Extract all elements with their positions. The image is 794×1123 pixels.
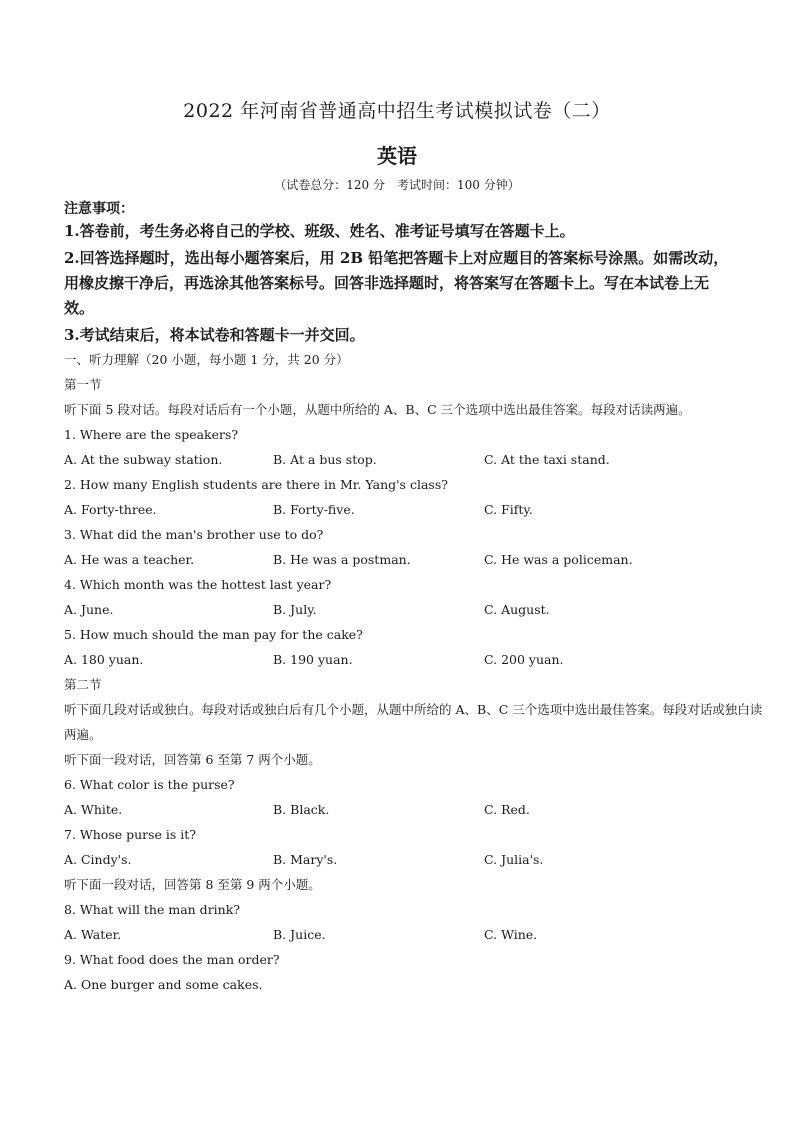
notice-heading: 注意事项： <box>64 201 134 217</box>
option-b: B. July. <box>273 602 317 617</box>
option-a: A. Water. <box>64 927 122 942</box>
question-stem: 6. What color is the purse? <box>64 777 235 792</box>
option-c: C. Fifty. <box>484 502 533 517</box>
option-b: B. Black. <box>273 802 330 817</box>
part-title: 一、听力理解（20 小题，每小题 1 分，共 20 分） <box>64 352 349 367</box>
exam-info: （试卷总分：120 分 考试时间：100 分钟） <box>274 178 520 192</box>
notice-item: 3.考试结束后，将本试卷和答题卡一并交回。 <box>64 326 365 344</box>
notice-item: 2.回答选择题时，选出每小题答案后，用 2B 铅笔把答题卡上对应题目的答案标号涂黑。如需改动，用橡皮擦干净后，再选涂其他答案标号。回答非选择题时，将答案写在答题卡上。写在本试卷上无效。 <box>64 249 729 317</box>
option-c: C. Red. <box>484 802 530 817</box>
option-b: B. 190 yuan. <box>273 652 353 667</box>
option-b: B. He was a postman. <box>273 552 411 567</box>
question-stem: 1. Where are the speakers? <box>64 427 239 442</box>
answer-options <box>64 797 764 822</box>
option-c: C. Wine. <box>484 927 538 942</box>
option-c: C. Julia's. <box>484 852 544 867</box>
option-a: A. At the subway station. <box>64 452 223 467</box>
answer-options <box>64 847 764 872</box>
question-stem: 9. What food does the man order? <box>64 952 280 967</box>
answer-options <box>64 922 764 947</box>
option-a: A. One burger and some cakes. <box>64 977 263 992</box>
section-heading: 第二节 <box>64 677 102 692</box>
option-c: C. 200 yuan. <box>484 652 564 667</box>
answer-options <box>64 497 764 522</box>
option-c: C. August. <box>484 602 550 617</box>
listening-section <box>64 347 764 997</box>
answer-options <box>64 447 764 472</box>
option-a: A. June. <box>64 602 114 617</box>
answer-options <box>64 972 764 997</box>
option-a: A. Cindy's. <box>64 852 132 867</box>
exam-subject: 英语 <box>377 144 417 168</box>
answer-options <box>64 647 764 672</box>
option-b: B. Mary's. <box>273 852 338 867</box>
answer-options <box>64 547 764 572</box>
option-b: B. Forty-five. <box>273 502 355 517</box>
section-heading: 第一节 <box>64 377 102 392</box>
option-a: A. He was a teacher. <box>64 552 195 567</box>
option-b: B. Juice. <box>273 927 326 942</box>
option-b: B. At a bus stop. <box>273 452 377 467</box>
option-c: C. At the taxi stand. <box>484 452 610 467</box>
answer-options <box>64 597 764 622</box>
dialog-prompt: 听下面一段对话，回答第 8 至第 9 两个小题。 <box>64 877 321 892</box>
option-a: A. White. <box>64 802 123 817</box>
question-stem: 7. Whose purse is it? <box>64 827 197 842</box>
question-stem: 5. How much should the man pay for the cake? <box>64 627 363 642</box>
option-a: A. Forty-three. <box>64 502 157 517</box>
question-stem: 2. How many English students are there in Mr. Yang's class? <box>64 477 448 492</box>
section-instruction: 听下面几段对话或独白。每段对话或独白后有几个小题，从题中所给的 A、B、C 三个选项中选出最佳答案。每段对话或独白读两遍。 <box>64 702 763 742</box>
section-instruction: 听下面 5 段对话。每段对话后有一个小题，从题中所给的 A、B、C 三个选项中选出最佳答案。每段对话读两遍。 <box>64 402 691 417</box>
notice-item: 1.答卷前，考生务必将自己的学校、班级、姓名、准考证号填写在答题卡上。 <box>64 222 575 240</box>
question-stem: 3. What did the man's brother use to do? <box>64 527 324 542</box>
option-a: A. 180 yuan. <box>64 652 144 667</box>
option-c: C. He was a policeman. <box>484 552 633 567</box>
dialog-prompt: 听下面一段对话，回答第 6 至第 7 两个小题。 <box>64 752 321 767</box>
exam-title: 2022 年河南省普通高中招生考试模拟试卷（二） <box>183 100 611 122</box>
notice-section <box>64 199 736 348</box>
question-stem: 8. What will the man drink? <box>64 902 240 917</box>
question-stem: 4. Which month was the hottest last year? <box>64 577 332 592</box>
